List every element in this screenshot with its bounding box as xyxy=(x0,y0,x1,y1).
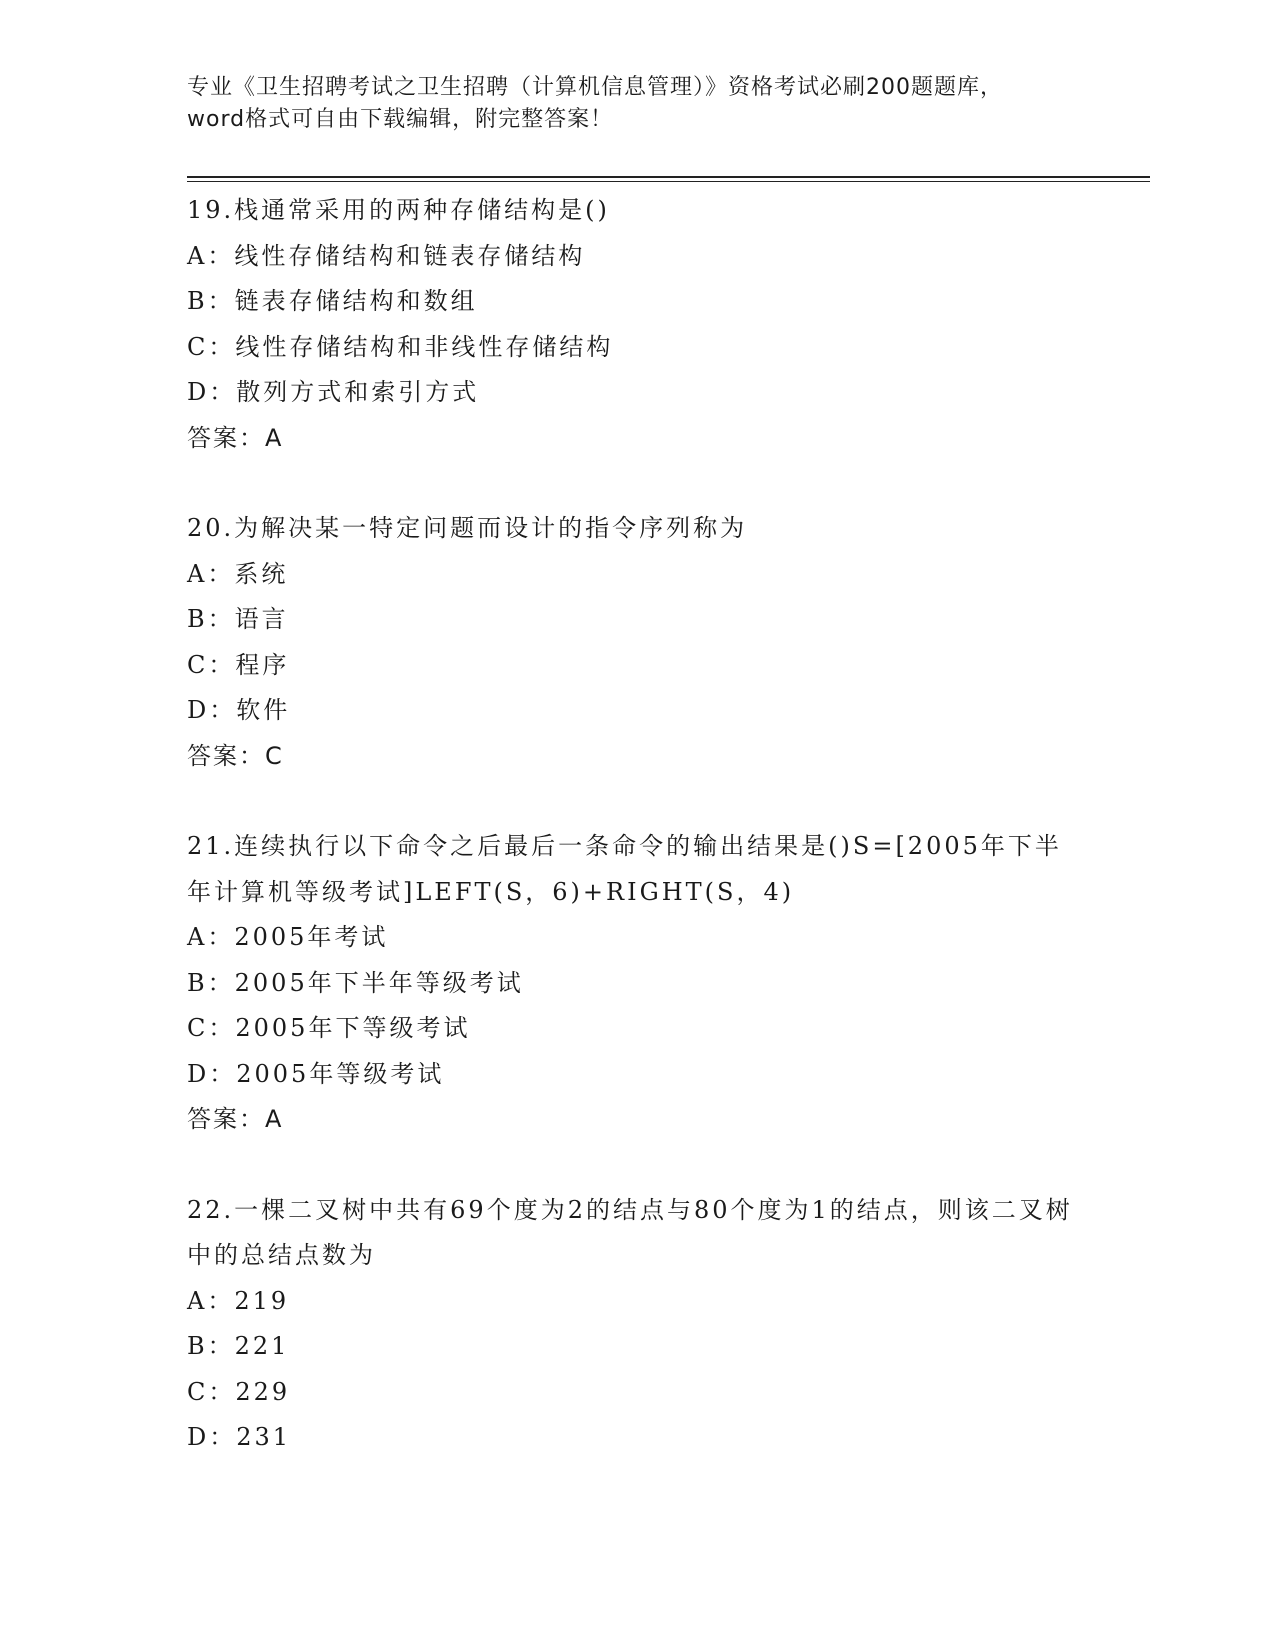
option-a: A：系统 xyxy=(187,559,289,588)
option-a: A：219 xyxy=(187,1286,290,1315)
option-d: D：2005年等级考试 xyxy=(187,1059,445,1088)
answer: 答案：A xyxy=(187,423,284,452)
option-b: B：链表存储结构和数组 xyxy=(187,287,478,315)
question-text: 20.为解决某一特定问题而设计的指令序列称为 xyxy=(187,514,748,542)
option-b: B：221 xyxy=(187,1332,290,1360)
question-22 xyxy=(187,1188,1087,1461)
question-20 xyxy=(187,506,1087,779)
option-c: C：229 xyxy=(187,1377,291,1406)
question-text: 21.连续执行以下命令之后最后一条命令的输出结果是()S=[2005年下半年计算机等级考试]LEFT(S，6)+RIGHT(S，4) xyxy=(187,832,1062,906)
header-line-2: word格式可自由下载编辑，附完整答案！ xyxy=(187,107,614,132)
option-b: B：2005年下半年等级考试 xyxy=(187,968,524,997)
document-header xyxy=(187,72,1087,136)
spacer xyxy=(187,1143,1087,1188)
option-d: D：软件 xyxy=(187,696,291,724)
question-text: 22.一棵二叉树中共有69个度为2的结点与80个度为1的结点，则该二叉树中的总结点数为 xyxy=(187,1195,1073,1269)
question-list xyxy=(187,188,1087,1461)
option-a: A：线性存储结构和链表存储结构 xyxy=(187,241,586,270)
header-rule-thin xyxy=(187,181,1150,182)
option-d: D：散列方式和索引方式 xyxy=(187,378,480,406)
answer: 答案：A xyxy=(187,1105,284,1133)
question-19 xyxy=(187,188,1087,461)
option-c: C：程序 xyxy=(187,650,290,679)
spacer xyxy=(187,461,1087,506)
option-c: C：2005年下等级考试 xyxy=(187,1014,471,1042)
option-c: C：线性存储结构和非线性存储结构 xyxy=(187,332,614,361)
answer: 答案：C xyxy=(187,741,284,770)
question-21 xyxy=(187,824,1087,1143)
header-rule-thick xyxy=(187,176,1150,178)
option-a: A：2005年考试 xyxy=(187,923,389,951)
spacer xyxy=(187,779,1087,824)
option-d: D：231 xyxy=(187,1423,292,1451)
option-b: B：语言 xyxy=(187,605,289,633)
question-text: 19.栈通常采用的两种存储结构是() xyxy=(187,196,610,224)
header-line-1: 专业《卫生招聘考试之卫生招聘（计算机信息管理）》资格考试必刷200题题库， xyxy=(187,75,1003,100)
